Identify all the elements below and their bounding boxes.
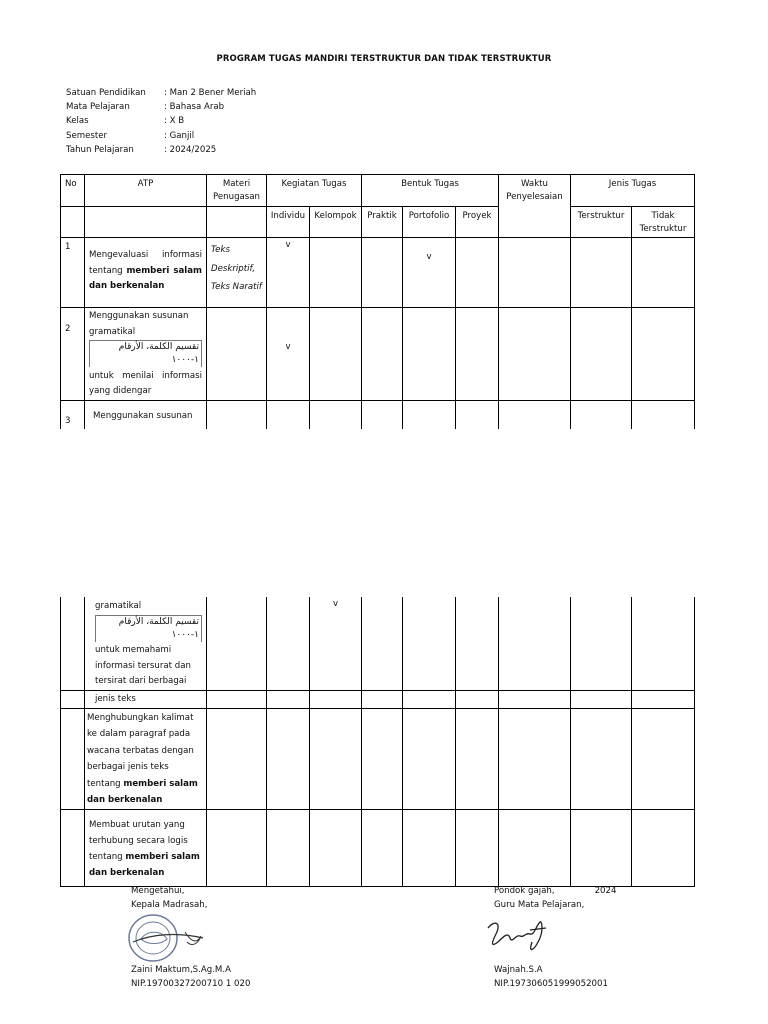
header-individu: Individu [267,207,310,238]
headmaster-name: Zaini Maktum,S.Ag.M.A [131,965,231,975]
empty-cell [499,690,571,708]
empty-cell [61,207,85,238]
empty-cell [61,690,85,708]
empty-cell [499,708,571,809]
empty-cell [207,690,267,708]
atp-text: untuk menilai informasi yang didengar [89,370,202,396]
atp-bold-text: memberi salam dan berkenalan [89,851,200,878]
empty-cell [362,708,403,809]
arabic-material-text: تقسيم الكلمة، الأرقام ١-١٠٠٠ [95,615,202,642]
header-praktik: Praktik [362,207,403,238]
empty-cell [310,400,362,429]
meta-label: Semester [66,130,108,141]
atp-cell [85,809,207,886]
table-row-3-continued [61,597,695,690]
acknowledge-label: Mengetahui, [131,886,185,896]
atp-text: gramatikal [95,601,142,611]
atp-cell [85,308,207,401]
meta-label: Kelas [66,116,89,127]
empty-cell [207,597,267,690]
header-row-2 [61,207,695,238]
header-materi: Materi Penugasan [207,175,267,207]
empty-cell [362,690,403,708]
empty-cell [632,708,695,809]
headmaster-nip: NIP.19700327200710 1 020 [131,979,251,990]
empty-cell [403,597,456,690]
atp-text: Menghubungkan kalimat ke dalam paragraf pada wacana terbatas dengan berbagai jenis teks tentang [87,712,194,789]
meta-value: : Ganjil [164,130,195,141]
teacher-nip: NIP.197306051999052001 [494,979,608,990]
empty-cell [571,690,632,708]
meta-row-kelas [66,114,256,128]
header-row-1 [61,175,695,207]
empty-cell [310,238,362,308]
empty-cell [499,308,571,401]
row-number: 2 [61,308,85,401]
meta-value: : Bahasa Arab [164,102,225,113]
header-terstruktur: Terstruktur [571,207,632,238]
empty-cell [632,400,695,429]
atp-text: Membuat urutan yang terhubung secara logis tentang [89,819,188,862]
atp-bold-text: memberi salam dan berkenalan [89,265,202,291]
empty-cell [403,690,456,708]
header-waktu: Waktu Penyelesaian [499,175,571,238]
meta-label: Tahun Pelajaran [66,144,134,155]
empty-cell [310,708,362,809]
empty-cell [362,308,403,401]
table-row-3-start [61,400,695,429]
teacher-identity [494,963,608,991]
empty-cell [207,400,267,429]
teacher-title: Guru Mata Pelajaran, [494,900,585,911]
atp-text: Mengevaluasi informasi tentang [89,250,202,276]
materi-cell: Teks Deskriptif, Teks Naratif [207,238,267,308]
empty-cell [310,690,362,708]
place-label: Pondok gajah, [494,886,555,896]
header-kelompok: Kelompok [310,207,362,238]
empty-cell [61,708,85,809]
empty-cell [456,809,499,886]
empty-cell [362,238,403,308]
empty-cell [632,238,695,308]
year-label: 2024 [594,886,617,896]
empty-cell [632,597,695,690]
check-individu: v [267,308,310,401]
atp-text: jenis teks [85,690,207,708]
empty-cell [403,308,456,401]
empty-cell [632,308,695,401]
meta-row-mapel [66,100,256,114]
identity-block [66,86,256,157]
header-jenis: Jenis Tugas [571,175,695,207]
empty-cell [207,207,267,238]
teacher-signature [480,912,560,962]
table-row-4 [61,708,695,809]
empty-cell [499,809,571,886]
empty-cell [61,809,85,886]
empty-cell [571,809,632,886]
empty-cell [571,597,632,690]
empty-cell [456,690,499,708]
table-row-3-tail [61,690,695,708]
atp-cell [85,238,207,308]
empty-cell [403,400,456,429]
meta-value: : 2024/2025 [164,144,217,155]
empty-cell [85,207,207,238]
meta-value: : X B [164,116,185,127]
signature-block-teacher [494,884,616,912]
empty-cell [632,809,695,886]
atp-bold-text: memberi salam dan berkenalan [87,778,198,805]
signature-block-headmaster [131,884,207,912]
table-row-1 [61,238,695,308]
madrasah-seal [127,912,209,968]
check-portofolio: v [403,238,456,308]
empty-cell [267,708,310,809]
empty-cell [571,308,632,401]
headmaster-identity [131,963,250,991]
header-atp: ATP [85,175,207,207]
headmaster-title: Kepala Madrasah, [131,900,208,911]
empty-cell [456,708,499,809]
teacher-name: Wajnah.S.A [494,965,543,975]
task-table-part-1 [60,174,695,429]
meta-value: : Man 2 Bener Meriah [164,88,257,98]
empty-cell [571,400,632,429]
empty-cell [267,809,310,886]
document-title: PROGRAM TUGAS MANDIRI TERSTRUKTUR DAN TIDAK TERSTRUKTUR [216,54,552,64]
atp-text: Menggunakan susunan gramatikal [89,311,189,337]
empty-cell [571,238,632,308]
empty-cell [456,238,499,308]
empty-cell [403,809,456,886]
empty-cell [499,597,571,690]
meta-row-semester [66,129,256,143]
empty-cell [571,708,632,809]
empty-cell [456,308,499,401]
empty-cell [499,400,571,429]
check-individu: v [267,238,310,308]
header-portofolio: Portofolio [403,207,456,238]
header-tidak-terstruktur: Tidak Terstruktur [632,207,695,238]
row-number: 1 [61,238,85,308]
empty-cell [362,597,403,690]
atp-text: Menggunakan susunan [85,400,207,429]
header-proyek: Proyek [456,207,499,238]
empty-cell [267,690,310,708]
meta-label: Satuan Pendidikan [66,88,146,98]
meta-label: Mata Pelajaran [66,102,130,113]
empty-cell [207,308,267,401]
empty-cell [310,308,362,401]
table-row-5 [61,809,695,886]
empty-cell [267,597,310,690]
empty-cell [403,708,456,809]
empty-cell [632,690,695,708]
empty-cell [456,597,499,690]
empty-cell [61,597,85,690]
header-bentuk: Bentuk Tugas [362,175,499,207]
empty-cell [267,400,310,429]
empty-cell [310,809,362,886]
atp-cell [85,597,207,690]
check-kelompok: v [310,597,362,690]
empty-cell [207,809,267,886]
empty-cell [362,400,403,429]
empty-cell [207,708,267,809]
atp-text: untuk memahami informasi tersurat dan tersirat dari berbagai [95,645,191,686]
empty-cell [456,400,499,429]
header-kegiatan: Kegiatan Tugas [267,175,362,207]
arabic-material-text: تقسيم الكلمة، الأرقام ١-١٠٠٠ [89,340,202,367]
empty-cell [362,809,403,886]
task-table-part-2 [60,597,695,887]
empty-cell [499,238,571,308]
row-number: 3 [61,400,85,429]
table-row-2 [61,308,695,401]
meta-row-tahun [66,143,256,157]
atp-cell [85,708,207,809]
meta-row-satuan [66,86,256,100]
header-no: No [61,175,85,207]
